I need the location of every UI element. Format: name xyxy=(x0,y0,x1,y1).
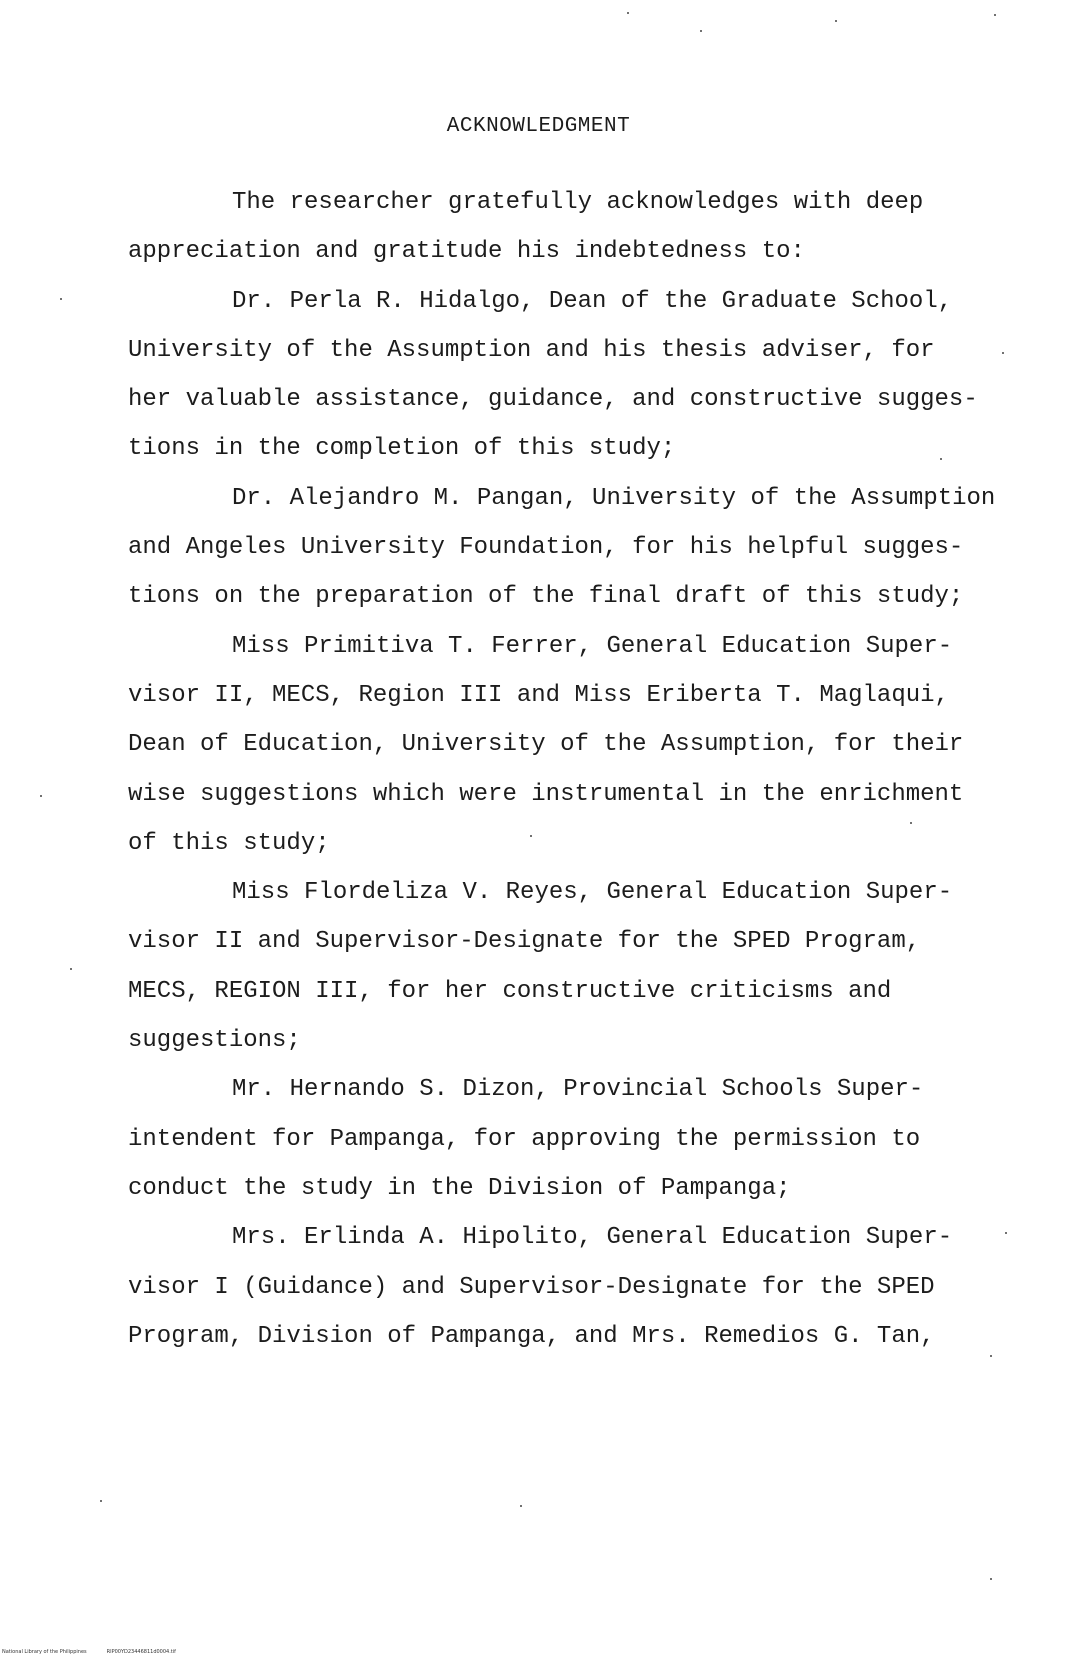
footer-file: RIP00YD23446811d0004.tif xyxy=(106,1649,176,1655)
scan-speck xyxy=(530,835,532,837)
scan-speck xyxy=(700,30,702,32)
body-line: visor II, MECS, Region III and Miss Eriberta T. Maglaqui, xyxy=(128,681,949,709)
body-line: suggestions; xyxy=(128,1027,301,1055)
body-line: MECS, REGION III, for her constructive criticisms and xyxy=(128,977,892,1005)
scan-speck xyxy=(60,298,62,300)
scan-speck xyxy=(1005,1232,1007,1234)
scan-speck xyxy=(990,1355,992,1357)
body-line: of this study; xyxy=(128,829,330,857)
body-line: tions on the preparation of the final draft of this study; xyxy=(128,583,964,611)
scan-speck xyxy=(940,458,942,460)
scan-speck xyxy=(1002,352,1004,354)
scan-speck xyxy=(994,14,996,16)
scan-footer xyxy=(2,1649,196,1655)
scan-speck xyxy=(70,968,72,970)
body-line: visor I (Guidance) and Supervisor-Designate for the SPED xyxy=(128,1273,935,1301)
body-line: Miss Flordeliza V. Reyes, General Education Super- xyxy=(232,879,953,907)
scan-speck xyxy=(100,1500,102,1502)
body-line: tions in the completion of this study; xyxy=(128,435,676,463)
scan-speck xyxy=(40,795,42,797)
body-line: Miss Primitiva T. Ferrer, General Education Super- xyxy=(232,632,953,660)
body-line: wise suggestions which were instrumental in the enrichment xyxy=(128,780,964,808)
body-line: visor II and Supervisor-Designate for the SPED Program, xyxy=(128,928,921,956)
body-line: The researcher gratefully acknowledges with deep xyxy=(232,189,924,216)
body-line: conduct the study in the Division of Pampanga; xyxy=(128,1174,791,1202)
body-line: intendent for Pampanga, for approving the permission to xyxy=(128,1125,921,1153)
body-line: and Angeles University Foundation, for his helpful sugges- xyxy=(128,534,964,562)
footer-library: National Library of the Philippines xyxy=(2,1649,87,1655)
body-line: her valuable assistance, guidance, and constructive sugges- xyxy=(128,386,978,414)
body-line: appreciation and gratitude his indebtedness to: xyxy=(128,238,805,266)
body-line: Mrs. Erlinda A. Hipolito, General Education Super- xyxy=(232,1224,953,1252)
acknowledgment-body xyxy=(128,178,1018,1361)
scan-speck xyxy=(910,822,912,824)
body-line: Dr. Alejandro M. Pangan, University of the Assumption xyxy=(232,484,996,512)
scan-speck xyxy=(627,12,629,14)
scan-speck xyxy=(990,1578,992,1580)
body-line: Dean of Education, University of the Assumption, for their xyxy=(128,731,964,759)
scan-speck xyxy=(520,1505,522,1507)
body-line: Program, Division of Pampanga, and Mrs. Remedios G. Tan, xyxy=(128,1322,935,1350)
body-line: Dr. Perla R. Hidalgo, Dean of the Graduate School, xyxy=(232,287,953,315)
body-line: University of the Assumption and his thesis adviser, for xyxy=(128,336,935,364)
page-title: ACKNOWLEDGMENT xyxy=(446,115,631,138)
body-line: Mr. Hernando S. Dizon, Provincial Schools Super- xyxy=(232,1076,924,1104)
scan-speck xyxy=(835,20,837,22)
